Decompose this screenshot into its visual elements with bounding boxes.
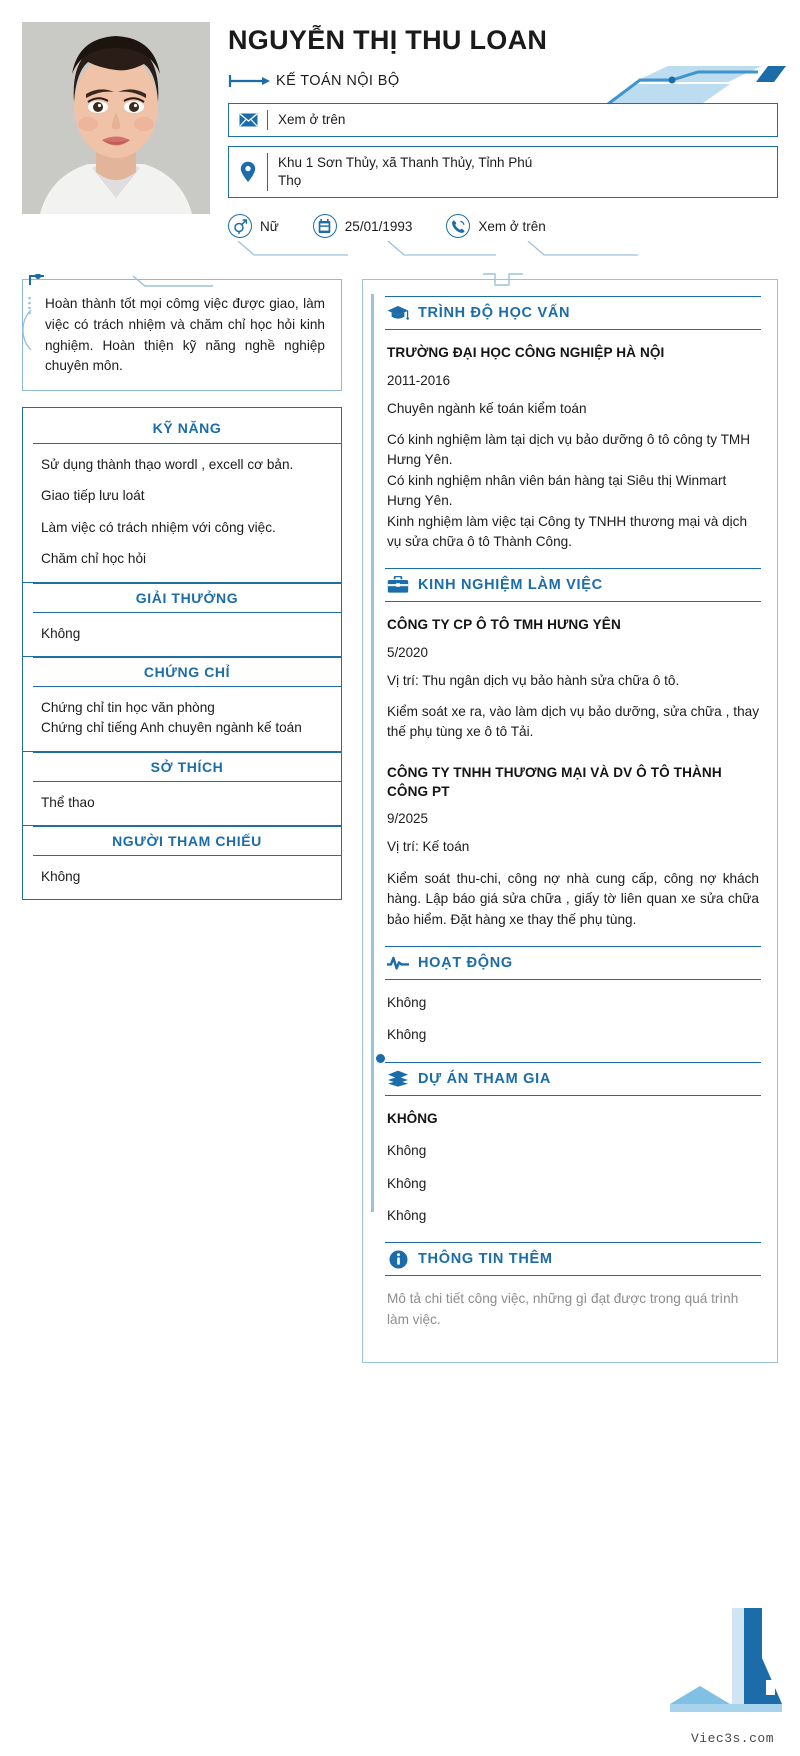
gender-meta (228, 214, 279, 238)
section-more-info (385, 1236, 761, 1340)
job-title-row (228, 68, 778, 94)
section-title: SỞ THÍCH (150, 758, 224, 775)
section-skills (22, 407, 342, 583)
experience-entry (387, 615, 759, 742)
envelope-icon (229, 104, 267, 136)
section-certificates-body (23, 687, 341, 751)
objective-text: Hoàn thành tốt mọi cômg việc được giao, làm việc có trách nhiệm và chăm chỉ học hỏi kinh nghiệm. Hoàn thiện kỹ năng nghề nghiệp chuyên môn. (45, 296, 325, 374)
timeline-rail (371, 294, 374, 1212)
list-item: Không (387, 1027, 427, 1043)
section-references-body (23, 856, 341, 899)
left-column (22, 265, 342, 1363)
experience-description: Kiểm soát thu-chi, công nợ nhà cung cấp, công nợ khách hàng. Lập báo giá sửa chữa , giấy tờ liên quan xe sửa chữa bảo hiểm. Đặt hàng xe thay thế phụ tùng. (387, 870, 759, 927)
education-years: 2011-2016 (387, 372, 451, 388)
section-title: TRÌNH ĐỘ HỌC VẤN (418, 305, 571, 322)
section-references (22, 826, 342, 900)
email-value: Xem ở trên (278, 111, 346, 127)
company-name: CÔNG TY TNHH THƯƠNG MẠI VÀ DV Ô TÔ THÀNH CÔNG PT (387, 764, 722, 800)
address-value: Khu 1 Sơn Thủy, xã Thanh Thủy, Tỉnh Phú Thọ (278, 154, 533, 189)
list-item: Không (387, 1207, 427, 1223)
section-experience (385, 562, 761, 940)
corner-notch-left (29, 274, 45, 286)
company-name: CÔNG TY CP Ô TÔ TMH HƯNG YÊN (387, 617, 621, 633)
section-projects-body (385, 1096, 761, 1237)
section-activities-header (385, 946, 761, 980)
list-item: Làm việc có trách nhiệm với công việc. (41, 519, 276, 535)
cv-body (0, 257, 800, 1363)
section-more-info-body (385, 1276, 761, 1340)
experience-position: Vị trí: Thu ngân dịch vụ bảo hành sửa chữa ô tô. (387, 672, 680, 688)
profile-photo (22, 22, 210, 214)
section-projects-header (385, 1062, 761, 1096)
info-circle-icon (387, 1249, 409, 1269)
note-line: Kinh nghiệm làm việc tại Công ty TNHH thương mại và dịch vụ sửa chữa ô tô Thành Công. (387, 513, 748, 549)
page-title: NGUYỄN THỊ THU LOAN (228, 25, 548, 55)
briefcase-icon (387, 575, 409, 595)
birthdate-meta (313, 214, 413, 238)
section-title: THÔNG TIN THÊM (418, 1251, 553, 1268)
section-awards (22, 583, 342, 657)
corner-notch-right (133, 275, 233, 287)
job-title: KẾ TOÁN NỘI BỘ (276, 72, 400, 89)
section-hobbies (22, 752, 342, 826)
header-details (210, 22, 778, 257)
section-hobbies-body (23, 782, 341, 825)
list-item: Không (41, 625, 81, 641)
section-projects (385, 1056, 761, 1237)
birthdate-value: 25/01/1993 (344, 218, 413, 234)
section-skills-header (33, 414, 341, 444)
cv-header (0, 0, 800, 257)
experience-date: 5/2020 (387, 644, 428, 660)
section-more-info-header (385, 1242, 761, 1276)
note-line: Có kinh nghiệm nhân viên bán hàng tại Siêu thị Winmart Hưng Yên. (387, 472, 727, 509)
list-item: Thể thao (41, 794, 95, 810)
list-item: Chứng chỉ tiếng Anh chuyên ngành kế toán (41, 720, 302, 736)
timeline-dot (376, 1054, 385, 1063)
section-education-body (385, 330, 761, 562)
list-item: Giao tiếp lưu loát (41, 488, 145, 504)
meta-tail-decoration (228, 241, 778, 257)
graduation-cap-icon (387, 303, 409, 323)
section-title: GIẢI THƯỞNG (135, 589, 239, 606)
list-item: Không (387, 1143, 427, 1159)
phone-value: Xem ở trên (478, 218, 546, 234)
education-notes (387, 430, 759, 552)
list-item: Không (387, 995, 427, 1010)
experience-entry (387, 763, 759, 930)
section-title: KỸ NĂNG (152, 420, 222, 437)
objective-card (22, 279, 342, 391)
section-awards-header (33, 583, 341, 613)
phone-meta (446, 214, 545, 238)
section-title: NGƯỜI THAM CHIẾU (112, 833, 262, 850)
gender-value: Nữ (260, 218, 279, 234)
right-card (362, 279, 778, 1363)
map-pin-icon (229, 147, 267, 197)
section-activities-body (385, 980, 761, 1056)
layers-icon (387, 1069, 409, 1089)
list-item: Chăm chỉ học hỏi (41, 551, 147, 567)
list-item: Không (41, 869, 81, 885)
arrow-right-icon (228, 74, 270, 88)
section-certificates (22, 657, 342, 752)
section-awards-body (23, 613, 341, 656)
email-row (228, 103, 778, 137)
site-brand: Viec3s.com (690, 1731, 774, 1746)
section-title: DỰ ÁN THAM GIA (418, 1070, 551, 1087)
list-item: Sử dụng thành thạo wordl , excell cơ bản. (41, 456, 294, 472)
list-item: Không (387, 1175, 427, 1191)
right-column (356, 265, 778, 1363)
gender-icon (228, 214, 252, 238)
section-education-header (385, 296, 761, 330)
section-title: HOẠT ĐỘNG (418, 955, 513, 971)
education-major: Chuyên ngành kế toán kiểm toán (387, 400, 587, 416)
brace-decoration (22, 310, 32, 350)
section-experience-header (385, 568, 761, 602)
school-name: TRƯỜNG ĐẠI HỌC CÔNG NGHIỆP HÀ NỘI (387, 345, 665, 361)
project-heading: KHÔNG (387, 1110, 438, 1126)
card-top-notch (483, 273, 523, 287)
address-row (228, 146, 778, 198)
footer-decoration (670, 1608, 790, 1718)
more-info-placeholder: Mô tả chi tiết công việc, những gì đạt được trong quá trình làm việc. (387, 1291, 739, 1327)
section-certificates-header (33, 657, 341, 687)
section-education (385, 290, 761, 562)
section-experience-body (385, 602, 761, 940)
calendar-icon (313, 214, 337, 238)
experience-position: Vị trí: Kế toán (387, 839, 470, 855)
phone-icon (446, 214, 470, 238)
left-sections (22, 407, 342, 901)
section-references-header (33, 826, 341, 856)
section-title: KINH NGHIỆM LÀM VIỆC (418, 577, 603, 594)
section-skills-body (23, 444, 341, 582)
portrait-illustration (22, 22, 210, 214)
personal-meta-row (228, 209, 778, 243)
section-title: CHỨNG CHỈ (143, 663, 231, 680)
note-line: Có kinh nghiệm làm tại dịch vụ bảo dưỡng ô tô công ty TMH Hưng Yên. (387, 432, 751, 468)
section-activities (385, 940, 761, 1056)
list-item: Chứng chỉ tin học văn phòng (41, 699, 215, 715)
experience-description: Kiểm soát xe ra, vào làm dịch vụ bảo dưỡng, sửa chữa , thay thế phụ tùng xe ô tô Tải. (387, 704, 759, 740)
section-hobbies-header (33, 752, 341, 782)
activity-pulse-icon (387, 953, 409, 973)
experience-date: 9/2025 (387, 811, 428, 827)
